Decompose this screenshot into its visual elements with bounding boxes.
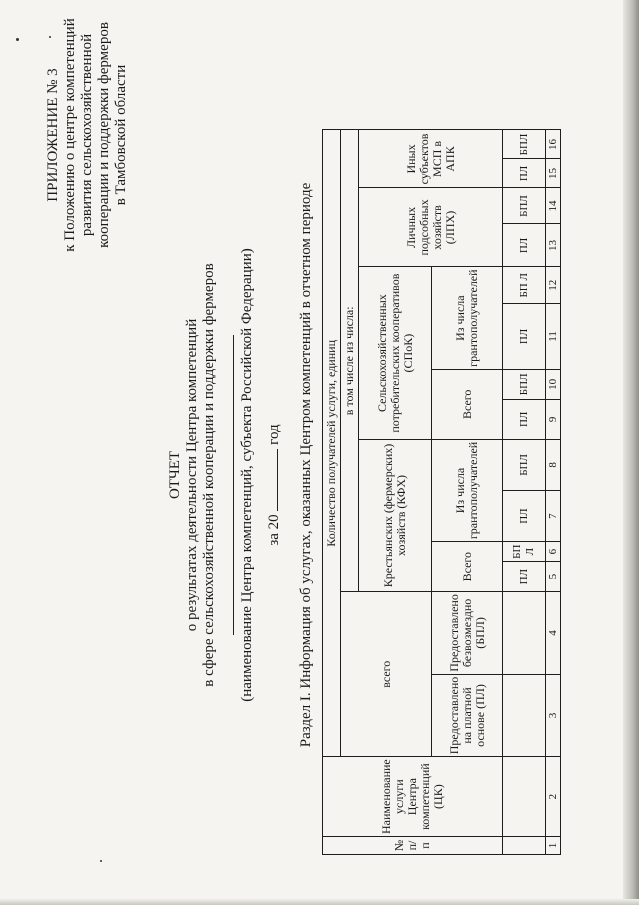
section-title: Раздел I. Информация об услугах, оказанных Центром компетенций в отчетном периоде <box>298 182 314 748</box>
header-kfh-grantees: Из числа грантополучателей <box>432 439 503 541</box>
sub-bpl: БПЛ <box>503 439 546 490</box>
scan-edge-right <box>623 0 639 905</box>
column-index: 7 <box>546 491 561 542</box>
attachment-title: ПРИЛОЖЕНИЕ № 3 <box>45 68 61 202</box>
header-empty <box>503 837 546 855</box>
column-index: 13 <box>546 224 561 267</box>
column-index: 5 <box>546 562 561 592</box>
report-subtitle: о результатах деятельности Центра компетенций <box>184 318 200 632</box>
column-index: 9 <box>546 399 561 439</box>
header-recipients-count: Количество получателей услуги, единиц <box>323 130 341 757</box>
attachment-line: кооперации и поддержки фермеров <box>96 22 112 248</box>
attachment-line: развития сельскохозяйственной <box>79 33 95 237</box>
header-other-msp: Иных субъектов МСП в АПК <box>359 130 503 188</box>
sub-bpl-split: БП Л <box>503 267 546 304</box>
sub-pl: ПЛ <box>503 304 546 370</box>
header-lph: Личных подсобных хозяйств (ЛПХ) <box>359 188 503 267</box>
header-empty <box>503 674 546 757</box>
header-paid: Предоставлено на платной основе (ПЛ) <box>432 674 503 757</box>
header-kfh-all: Всего <box>432 542 503 592</box>
header-spok-all: Всего <box>432 369 503 439</box>
header-free: Предоставлено безвозмездно (БПЛ) <box>432 592 503 675</box>
sub-bpl: БПЛ <box>503 130 546 159</box>
sub-bpl: БПЛ <box>503 188 546 224</box>
period-suffix: год <box>266 424 282 445</box>
rotated-document <box>15 0 615 885</box>
header-including: в том числе из числа: <box>341 130 359 592</box>
column-index: 6 <box>546 542 561 562</box>
services-table <box>322 129 561 855</box>
report-title: ОТЧЕТ <box>167 450 183 500</box>
report-heading <box>167 195 218 755</box>
header-total: всего <box>341 592 432 757</box>
column-index: 8 <box>546 439 561 490</box>
center-name-fill-line <box>233 335 234 635</box>
column-index: 4 <box>546 592 561 675</box>
attachment-line: к Положению о центре компетенций <box>62 18 78 252</box>
sub-pl: ПЛ <box>503 224 546 267</box>
sub-pl: ПЛ <box>503 491 546 542</box>
column-index: 11 <box>546 304 561 370</box>
header-kfh: Крестьянских (фермерских) хозяйств (КФХ) <box>359 439 432 591</box>
report-subtitle: в сфере сельскохозяйственной кооперации и поддержки фермеров <box>201 263 217 687</box>
sub-pl: ПЛ <box>503 399 546 439</box>
period-fill-line <box>265 449 278 511</box>
sub-bpl: БПЛ <box>503 369 546 399</box>
sub-pl: ПЛ <box>503 562 546 592</box>
column-index: 3 <box>546 674 561 757</box>
scan-edge-bottom <box>0 899 639 905</box>
attachment-header <box>45 0 130 275</box>
column-index: 16 <box>546 130 561 159</box>
attachment-line: в Тамбовской области <box>113 64 129 206</box>
header-empty <box>503 757 546 837</box>
center-name-caption: (наименование Центра компетенций, субъекта Российской Федерации) <box>239 248 255 702</box>
period-prefix: за 20 <box>266 514 282 546</box>
column-index: 10 <box>546 369 561 399</box>
sub-bpl-split: БП Л <box>503 542 546 562</box>
header-service-name: Наименование услуги Центра компетенций (ЦК) <box>323 757 503 837</box>
sub-pl: ПЛ <box>503 159 546 188</box>
column-index: 1 <box>546 837 561 855</box>
header-spok-grantees: Из числа грантополучателей <box>432 267 503 369</box>
column-index: 14 <box>546 188 561 224</box>
header-spok: Сельскохозяйственных потребительских кооперативов (СПоК) <box>359 267 432 439</box>
header-empty <box>503 592 546 675</box>
column-index: 12 <box>546 267 561 304</box>
column-index: 15 <box>546 159 561 188</box>
header-number: № п/п <box>323 837 503 855</box>
column-index: 2 <box>546 757 561 837</box>
reporting-period <box>265 335 283 635</box>
